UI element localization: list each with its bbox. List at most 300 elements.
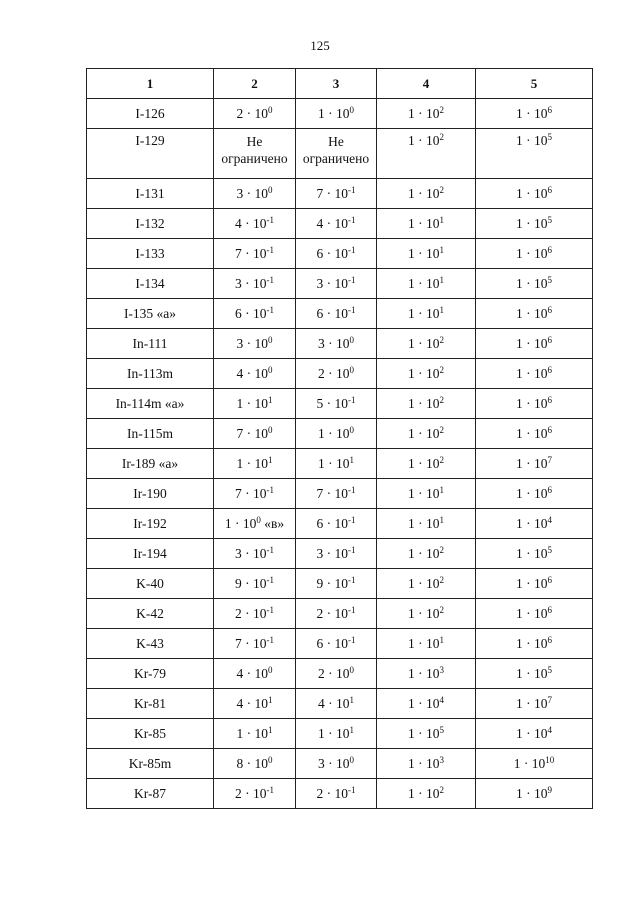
value-mantissa: 7 · 10 [235, 485, 267, 501]
value-cell-c5 [476, 239, 593, 269]
value-mantissa: 1 · 10 [408, 605, 440, 621]
value-cell-c5 [476, 209, 593, 239]
value-cell-c4 [377, 329, 476, 359]
value-mantissa: 2 · 10 [318, 665, 350, 681]
value-cell-c5 [476, 299, 593, 329]
value-cell-c5 [476, 269, 593, 299]
value-exponent: 2 [439, 104, 444, 115]
table-row [87, 719, 593, 749]
value-mantissa: 1 · 10 [516, 665, 548, 681]
value-cell-c4 [377, 659, 476, 689]
value-cell-c4 [377, 539, 476, 569]
value-cell-c2 [214, 129, 296, 179]
value-exponent: 6 [547, 604, 552, 615]
value-exponent: -1 [348, 634, 356, 645]
value-exponent: -1 [348, 304, 356, 315]
value-mantissa: 1 · 10 [516, 185, 548, 201]
value-mantissa: 9 · 10 [316, 575, 348, 591]
table-row [87, 539, 593, 569]
value-cell-c4 [377, 719, 476, 749]
value-cell-c3 [296, 689, 377, 719]
value-mantissa: 1 · 10 [224, 515, 257, 531]
value-cell-c5 [476, 689, 593, 719]
value-exponent: 6 [547, 104, 552, 115]
table-row [87, 99, 593, 129]
value-mantissa: 1 · 10 [236, 725, 268, 741]
value-mantissa: 3 · 10 [318, 335, 350, 351]
value-mantissa: 1 · 10 [408, 215, 440, 231]
value-cell-c5 [476, 569, 593, 599]
value-cell-c4 [377, 99, 476, 129]
value-exponent: -1 [348, 274, 356, 285]
value-exponent: 4 [547, 514, 552, 525]
value-cell-c5 [476, 419, 593, 449]
value-mantissa: 2 · 10 [235, 785, 267, 801]
value-mantissa: 1 · 10 [236, 455, 268, 471]
value-exponent: 6 [547, 184, 552, 195]
value-mantissa: 1 · 10 [516, 215, 548, 231]
value-exponent: 6 [547, 484, 552, 495]
value-exponent: 0 [256, 514, 261, 525]
nuclide-cell: Ir-189 «а» [87, 449, 214, 479]
value-mantissa: 7 · 10 [235, 635, 267, 651]
nuclide-cell: Kr-87 [87, 779, 214, 809]
value-cell-c3 [296, 129, 377, 179]
value-mantissa: 4 · 10 [235, 215, 267, 231]
value-mantissa: 7 · 10 [316, 185, 348, 201]
value-cell-c2 [214, 239, 296, 269]
value-mantissa: 1 · 10 [318, 425, 350, 441]
value-mantissa: 1 · 10 [516, 725, 548, 741]
value-exponent: 5 [547, 544, 552, 555]
nuclide-cell: In-111 [87, 329, 214, 359]
table-row [87, 419, 593, 449]
value-exponent: -1 [266, 274, 274, 285]
value-cell-c3 [296, 269, 377, 299]
value-cell-c3 [296, 719, 377, 749]
value-mantissa: 9 · 10 [235, 575, 267, 591]
value-cell-c4 [377, 299, 476, 329]
value-cell-c2 [214, 689, 296, 719]
table-row [87, 509, 593, 539]
value-cell-c3 [296, 359, 377, 389]
value-exponent: 0 [349, 754, 354, 765]
value-cell-c5 [476, 599, 593, 629]
value-exponent: 2 [439, 132, 444, 142]
value-mantissa: 7 · 10 [236, 425, 268, 441]
nuclide-cell: I-129 [87, 129, 214, 179]
table-row [87, 269, 593, 299]
value-cell-c2 [214, 299, 296, 329]
column-header-3: 3 [296, 69, 377, 99]
value-cell-c3 [296, 209, 377, 239]
value-exponent: 3 [439, 754, 444, 765]
value-exponent: 4 [547, 724, 552, 735]
value-exponent: 4 [439, 694, 444, 705]
value-exponent: 1 [439, 484, 444, 495]
value-mantissa: 1 · 10 [318, 455, 350, 471]
value-mantissa: 3 · 10 [316, 275, 348, 291]
table-row [87, 389, 593, 419]
cell-text-line: Не [328, 134, 344, 149]
value-exponent: 5 [547, 214, 552, 225]
nuclide-cell: K-43 [87, 629, 214, 659]
value-exponent: 1 [439, 274, 444, 285]
value-mantissa: 1 · 10 [516, 485, 548, 501]
value-cell-c2 [214, 329, 296, 359]
value-footnote: «в» [260, 515, 285, 531]
value-mantissa: 6 · 10 [316, 515, 348, 531]
value-mantissa: 2 · 10 [316, 785, 348, 801]
value-exponent: -1 [348, 604, 356, 615]
value-exponent: 1 [268, 694, 273, 705]
value-cell-c3 [296, 419, 377, 449]
value-mantissa: 1 · 10 [408, 185, 440, 201]
value-cell-c4 [377, 629, 476, 659]
value-exponent: 1 [439, 304, 444, 315]
value-cell-c3 [296, 239, 377, 269]
value-cell-c5 [476, 509, 593, 539]
value-exponent: 6 [547, 364, 552, 375]
value-mantissa: 3 · 10 [235, 275, 267, 291]
value-exponent: 0 [349, 664, 354, 675]
value-cell-c3 [296, 779, 377, 809]
value-mantissa: 1 · 10 [408, 365, 440, 381]
value-cell-c2 [214, 659, 296, 689]
value-exponent: 0 [349, 424, 354, 435]
value-exponent: 6 [547, 574, 552, 585]
value-cell-c5 [476, 719, 593, 749]
value-exponent: 1 [439, 214, 444, 225]
value-cell-c5 [476, 659, 593, 689]
value-mantissa: 1 · 10 [516, 635, 548, 651]
value-mantissa: 1 · 10 [408, 755, 440, 771]
value-cell-c2 [214, 449, 296, 479]
value-mantissa: 2 · 10 [236, 105, 268, 121]
value-cell-c3 [296, 539, 377, 569]
value-mantissa: 1 · 10 [408, 335, 440, 351]
table-row [87, 129, 593, 179]
nuclide-cell: Kr-85m [87, 749, 214, 779]
value-mantissa: 4 · 10 [236, 665, 268, 681]
value-exponent: -1 [266, 304, 274, 315]
value-cell-c2 [214, 269, 296, 299]
table-row [87, 689, 593, 719]
value-mantissa: 1 · 10 [516, 785, 548, 801]
nuclide-cell: In-114m «а» [87, 389, 214, 419]
value-cell-c5 [476, 749, 593, 779]
value-exponent: 5 [547, 664, 552, 675]
value-mantissa: 2 · 10 [235, 605, 267, 621]
value-exponent: 0 [268, 754, 273, 765]
value-exponent: -1 [348, 484, 356, 495]
value-mantissa: 1 · 10 [408, 665, 440, 681]
value-exponent: 2 [439, 784, 444, 795]
value-exponent: -1 [348, 574, 356, 585]
value-cell-c2 [214, 179, 296, 209]
value-mantissa: 1 · 10 [318, 725, 350, 741]
value-cell-c2 [214, 419, 296, 449]
value-cell-c2 [214, 389, 296, 419]
nuclide-cell: I-133 [87, 239, 214, 269]
value-cell-c2 [214, 629, 296, 659]
value-exponent: 0 [268, 104, 273, 115]
table-row [87, 329, 593, 359]
value-cell-c5 [476, 539, 593, 569]
value-cell-c2 [214, 479, 296, 509]
value-mantissa: 3 · 10 [318, 755, 350, 771]
value-cell-c5 [476, 129, 593, 179]
value-mantissa: 8 · 10 [236, 755, 268, 771]
value-mantissa: 1 · 10 [408, 305, 440, 321]
value-exponent: 2 [439, 604, 444, 615]
value-mantissa: 1 · 10 [516, 605, 548, 621]
value-mantissa: 1 · 10 [516, 395, 548, 411]
value-exponent: -1 [348, 784, 356, 795]
value-mantissa: 1 · 10 [236, 395, 268, 411]
value-mantissa: 1 · 10 [516, 275, 548, 291]
value-exponent: -1 [348, 184, 356, 195]
value-mantissa: 1 · 10 [408, 425, 440, 441]
nuclide-cell: Ir-190 [87, 479, 214, 509]
value-exponent: 0 [268, 184, 273, 195]
table-body [87, 99, 593, 809]
value-cell-c3 [296, 569, 377, 599]
value-exponent: 9 [547, 784, 552, 795]
value-cell-c3 [296, 179, 377, 209]
value-cell-c3 [296, 749, 377, 779]
value-cell-c3 [296, 329, 377, 359]
value-mantissa: 1 · 10 [408, 515, 440, 531]
value-cell-c3 [296, 99, 377, 129]
value-cell-c5 [476, 629, 593, 659]
nuclide-cell: Kr-85 [87, 719, 214, 749]
value-cell-c3 [296, 599, 377, 629]
value-exponent: 6 [547, 424, 552, 435]
page-number: 125 [310, 38, 330, 53]
nuclide-cell: I-131 [87, 179, 214, 209]
value-exponent: 1 [349, 694, 354, 705]
value-cell-c5 [476, 99, 593, 129]
value-cell-c4 [377, 449, 476, 479]
value-mantissa: 4 · 10 [236, 365, 268, 381]
value-exponent: 0 [268, 664, 273, 675]
value-exponent: -1 [266, 484, 274, 495]
value-exponent: 5 [547, 274, 552, 285]
value-mantissa: 1 · 10 [516, 695, 548, 711]
cell-text-line: ограничено [302, 151, 370, 166]
cell-text-line: ограничено [221, 151, 288, 166]
value-exponent: 0 [268, 364, 273, 375]
value-exponent: 2 [439, 334, 444, 345]
table-row [87, 569, 593, 599]
table-row [87, 749, 593, 779]
value-mantissa: 1 · 10 [408, 635, 440, 651]
nuclide-cell: I-135 «а» [87, 299, 214, 329]
value-cell-c2 [214, 779, 296, 809]
value-mantissa: 1 · 10 [516, 545, 548, 561]
value-cell-c3 [296, 479, 377, 509]
value-cell-c4 [377, 239, 476, 269]
value-cell-c4 [377, 129, 476, 179]
value-exponent: -1 [266, 244, 274, 255]
value-mantissa: 1 · 10 [408, 275, 440, 291]
value-cell-c3 [296, 629, 377, 659]
value-exponent: 6 [547, 304, 552, 315]
value-exponent: -1 [266, 784, 274, 795]
value-cell-c2 [214, 509, 296, 539]
value-exponent: 5 [439, 724, 444, 735]
value-mantissa: 1 · 10 [408, 105, 440, 121]
value-exponent: 10 [545, 754, 555, 765]
value-mantissa: 5 · 10 [316, 395, 348, 411]
value-cell-c5 [476, 389, 593, 419]
value-exponent: 2 [439, 454, 444, 465]
value-exponent: -1 [266, 544, 274, 555]
value-mantissa: 1 · 10 [516, 365, 548, 381]
nuclide-cell: Kr-81 [87, 689, 214, 719]
value-cell-c2 [214, 99, 296, 129]
nuclide-cell: K-42 [87, 599, 214, 629]
value-mantissa: 1 · 10 [516, 425, 548, 441]
value-exponent: -1 [348, 394, 356, 405]
value-cell-c4 [377, 209, 476, 239]
table-row [87, 299, 593, 329]
value-cell-c5 [476, 329, 593, 359]
value-cell-c4 [377, 479, 476, 509]
value-mantissa: 2 · 10 [318, 365, 350, 381]
value-exponent: 1 [439, 244, 444, 255]
table-row [87, 239, 593, 269]
value-exponent: 0 [349, 364, 354, 375]
value-cell-c4 [377, 179, 476, 209]
value-mantissa: 1 · 10 [516, 575, 548, 591]
value-cell-c4 [377, 389, 476, 419]
nuclide-cell: Ir-192 [87, 509, 214, 539]
value-exponent: 0 [349, 104, 354, 115]
value-mantissa: 6 · 10 [316, 245, 348, 261]
table-row [87, 209, 593, 239]
value-cell-c2 [214, 569, 296, 599]
value-cell-c2 [214, 599, 296, 629]
table-row [87, 779, 593, 809]
value-mantissa: 1 · 10 [516, 105, 548, 121]
table-row [87, 659, 593, 689]
value-exponent: -1 [266, 574, 274, 585]
table-row [87, 629, 593, 659]
value-exponent: 3 [439, 664, 444, 675]
nuclide-cell: Kr-79 [87, 659, 214, 689]
value-mantissa: 3 · 10 [235, 545, 267, 561]
value-mantissa: 3 · 10 [236, 185, 268, 201]
value-mantissa: 2 · 10 [316, 605, 348, 621]
value-exponent: 2 [439, 184, 444, 195]
value-cell-c2 [214, 749, 296, 779]
value-exponent: 1 [268, 724, 273, 735]
value-cell-c4 [377, 689, 476, 719]
value-exponent: 0 [349, 334, 354, 345]
value-cell-c3 [296, 509, 377, 539]
value-mantissa: 7 · 10 [316, 485, 348, 501]
value-cell-c4 [377, 269, 476, 299]
nuclide-cell: Ir-194 [87, 539, 214, 569]
value-exponent: 2 [439, 394, 444, 405]
value-cell-c4 [377, 779, 476, 809]
cell-text-line: Не [246, 134, 263, 149]
nuclide-cell: K-40 [87, 569, 214, 599]
value-mantissa: 1 · 10 [516, 515, 548, 531]
value-mantissa: 3 · 10 [236, 335, 268, 351]
value-cell-c2 [214, 539, 296, 569]
value-cell-c4 [377, 419, 476, 449]
value-exponent: -1 [266, 604, 274, 615]
value-cell-c5 [476, 449, 593, 479]
value-exponent: -1 [348, 214, 356, 225]
value-mantissa: 6 · 10 [235, 305, 267, 321]
value-exponent: 1 [268, 454, 273, 465]
value-exponent: 7 [547, 454, 552, 465]
value-cell-c5 [476, 359, 593, 389]
value-mantissa: 3 · 10 [316, 545, 348, 561]
value-mantissa: 1 · 10 [408, 485, 440, 501]
nuclide-limits-table [86, 68, 593, 809]
value-exponent: 2 [439, 544, 444, 555]
table-row [87, 179, 593, 209]
value-cell-c4 [377, 599, 476, 629]
table-header-row [87, 69, 593, 99]
value-mantissa: 1 · 10 [408, 545, 440, 561]
value-mantissa: 1 · 10 [516, 245, 548, 261]
value-mantissa: 1 · 10 [408, 133, 440, 148]
value-mantissa: 1 · 10 [408, 785, 440, 801]
column-header-1: 1 [87, 69, 214, 99]
value-cell-c4 [377, 509, 476, 539]
value-cell-c4 [377, 569, 476, 599]
value-mantissa: 1 · 10 [408, 245, 440, 261]
nuclide-cell: I-132 [87, 209, 214, 239]
value-cell-c3 [296, 389, 377, 419]
value-mantissa: 4 · 10 [316, 215, 348, 231]
value-exponent: -1 [266, 214, 274, 225]
value-mantissa: 1 · 10 [408, 695, 440, 711]
table-row [87, 359, 593, 389]
column-header-2: 2 [214, 69, 296, 99]
value-exponent: -1 [348, 244, 356, 255]
value-mantissa: 1 · 10 [513, 755, 546, 771]
value-mantissa: 1 · 10 [408, 395, 440, 411]
value-mantissa: 1 · 10 [408, 575, 440, 591]
value-cell-c3 [296, 449, 377, 479]
nuclide-cell: I-126 [87, 99, 214, 129]
column-header-4: 4 [377, 69, 476, 99]
value-mantissa: 1 · 10 [516, 305, 548, 321]
value-exponent: 1 [439, 514, 444, 525]
value-mantissa: 7 · 10 [235, 245, 267, 261]
value-cell-c2 [214, 209, 296, 239]
table-row [87, 599, 593, 629]
value-exponent: 7 [547, 694, 552, 705]
value-cell-c2 [214, 359, 296, 389]
nuclide-cell: I-134 [87, 269, 214, 299]
value-exponent: 6 [547, 244, 552, 255]
value-cell-c4 [377, 359, 476, 389]
column-header-5: 5 [476, 69, 593, 99]
value-mantissa: 1 · 10 [408, 455, 440, 471]
value-exponent: 1 [268, 394, 273, 405]
nuclide-cell: In-115m [87, 419, 214, 449]
value-exponent: 2 [439, 574, 444, 585]
value-exponent: 1 [349, 454, 354, 465]
